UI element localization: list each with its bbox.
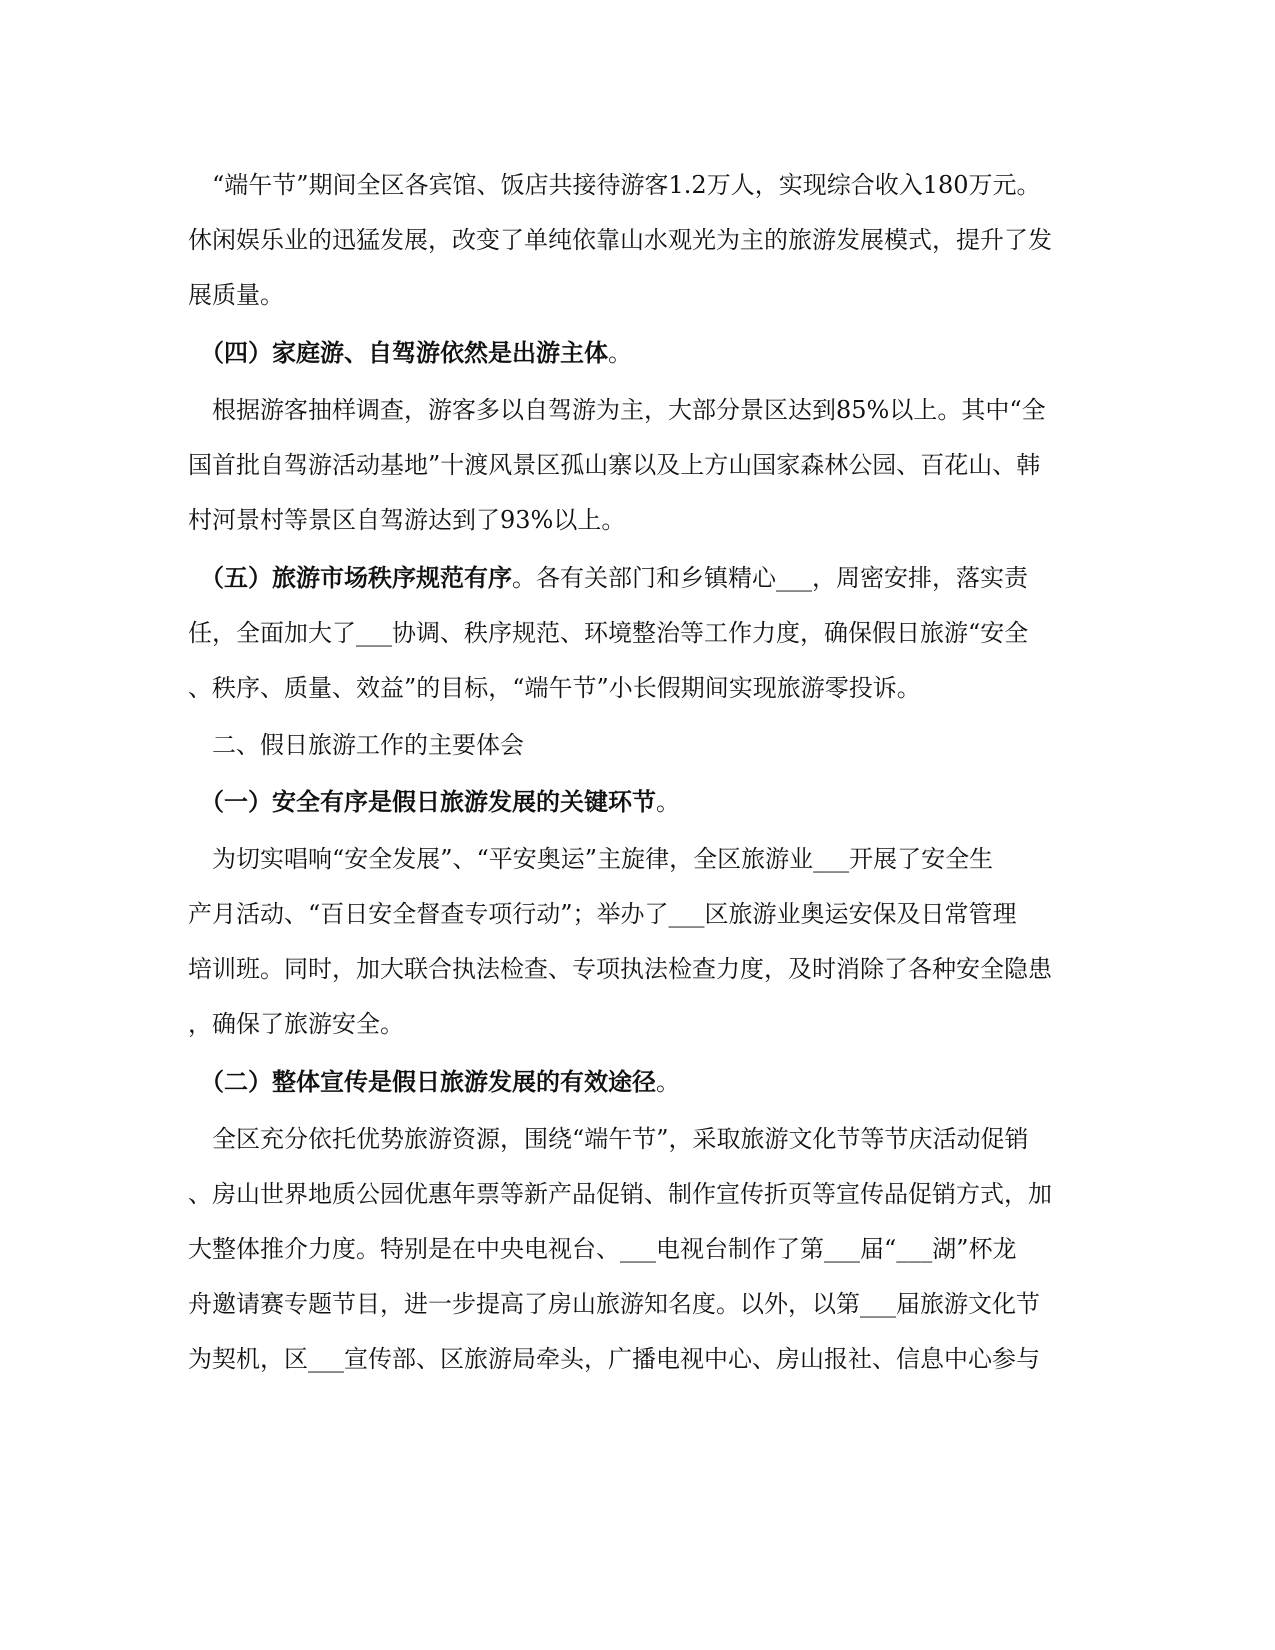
paragraph-line: 任，全面加大了___协调、秩序规范、环境整治等工作力度，确保假日旅游“安全	[188, 619, 1029, 647]
section-heading: （二）整体宣传是假日旅游发展的有效途径。	[188, 1067, 680, 1096]
paragraph-line: 休闲娱乐业的迅猛发展，改变了单纯依靠山水观光为主的旅游发展模式，提升了发	[188, 226, 1052, 254]
paragraph-line: 、房山世界地质公园优惠年票等新产品促销、制作宣传折页等宣传品促销方式，加	[188, 1180, 1052, 1208]
paragraph-line: 全区充分依托优势旅游资源，围绕“端午节”，采取旅游文化节等节庆活动促销	[188, 1125, 1029, 1153]
paragraph-line: 村河景村等景区自驾游达到了93%以上。	[188, 506, 626, 534]
paragraph-line: 产月活动、“百日安全督查专项行动”；举办了___区旅游业奥运安保及日常管理	[188, 900, 1017, 928]
paragraph-line: 为契机，区___宣传部、区旅游局牵头，广播电视中心、房山报社、信息中心参与	[188, 1345, 1040, 1373]
paragraph-line: 培训班。同时，加大联合执法检查、专项执法检查力度，及时消除了各种安全隐患	[188, 955, 1052, 983]
section-heading: （四）家庭游、自驾游依然是出游主体。	[188, 338, 632, 367]
paragraph-line: 为切实唱响“安全发展”、“平安奥运”主旋律，全区旅游业___开展了安全生	[188, 845, 994, 873]
section-heading: （一）安全有序是假日旅游发展的关键环节。	[188, 787, 680, 816]
paragraph-line: “端午节”期间全区各宾馆、饭店共接待游客1.2万人，实现综合收入180万元。	[188, 171, 1041, 199]
section-heading: （五）旅游市场秩序规范有序。各有关部门和乡镇精心___，周密安排，落实责	[188, 563, 1028, 592]
section-title: 二、假日旅游工作的主要体会	[188, 731, 524, 759]
paragraph-line: 大整体推介力度。特别是在中央电视台、___电视台制作了第___届“___湖”杯龙	[188, 1235, 1017, 1263]
paragraph-line: ，确保了旅游安全。	[188, 1010, 404, 1038]
paragraph-line: 国首批自驾游活动基地”十渡风景区孤山寨以及上方山国家森林公园、百花山、韩	[188, 451, 1041, 479]
paragraph-line: 展质量。	[188, 281, 284, 309]
paragraph-line: 根据游客抽样调查，游客多以自驾游为主，大部分景区达到85%以上。其中“全	[188, 396, 1046, 424]
paragraph-line: 、秩序、质量、效益”的目标，“端午节”小长假期间实现旅游零投诉。	[188, 674, 921, 702]
paragraph-line: 舟邀请赛专题节目，进一步提高了房山旅游知名度。以外，以第___届旅游文化节	[188, 1290, 1040, 1318]
